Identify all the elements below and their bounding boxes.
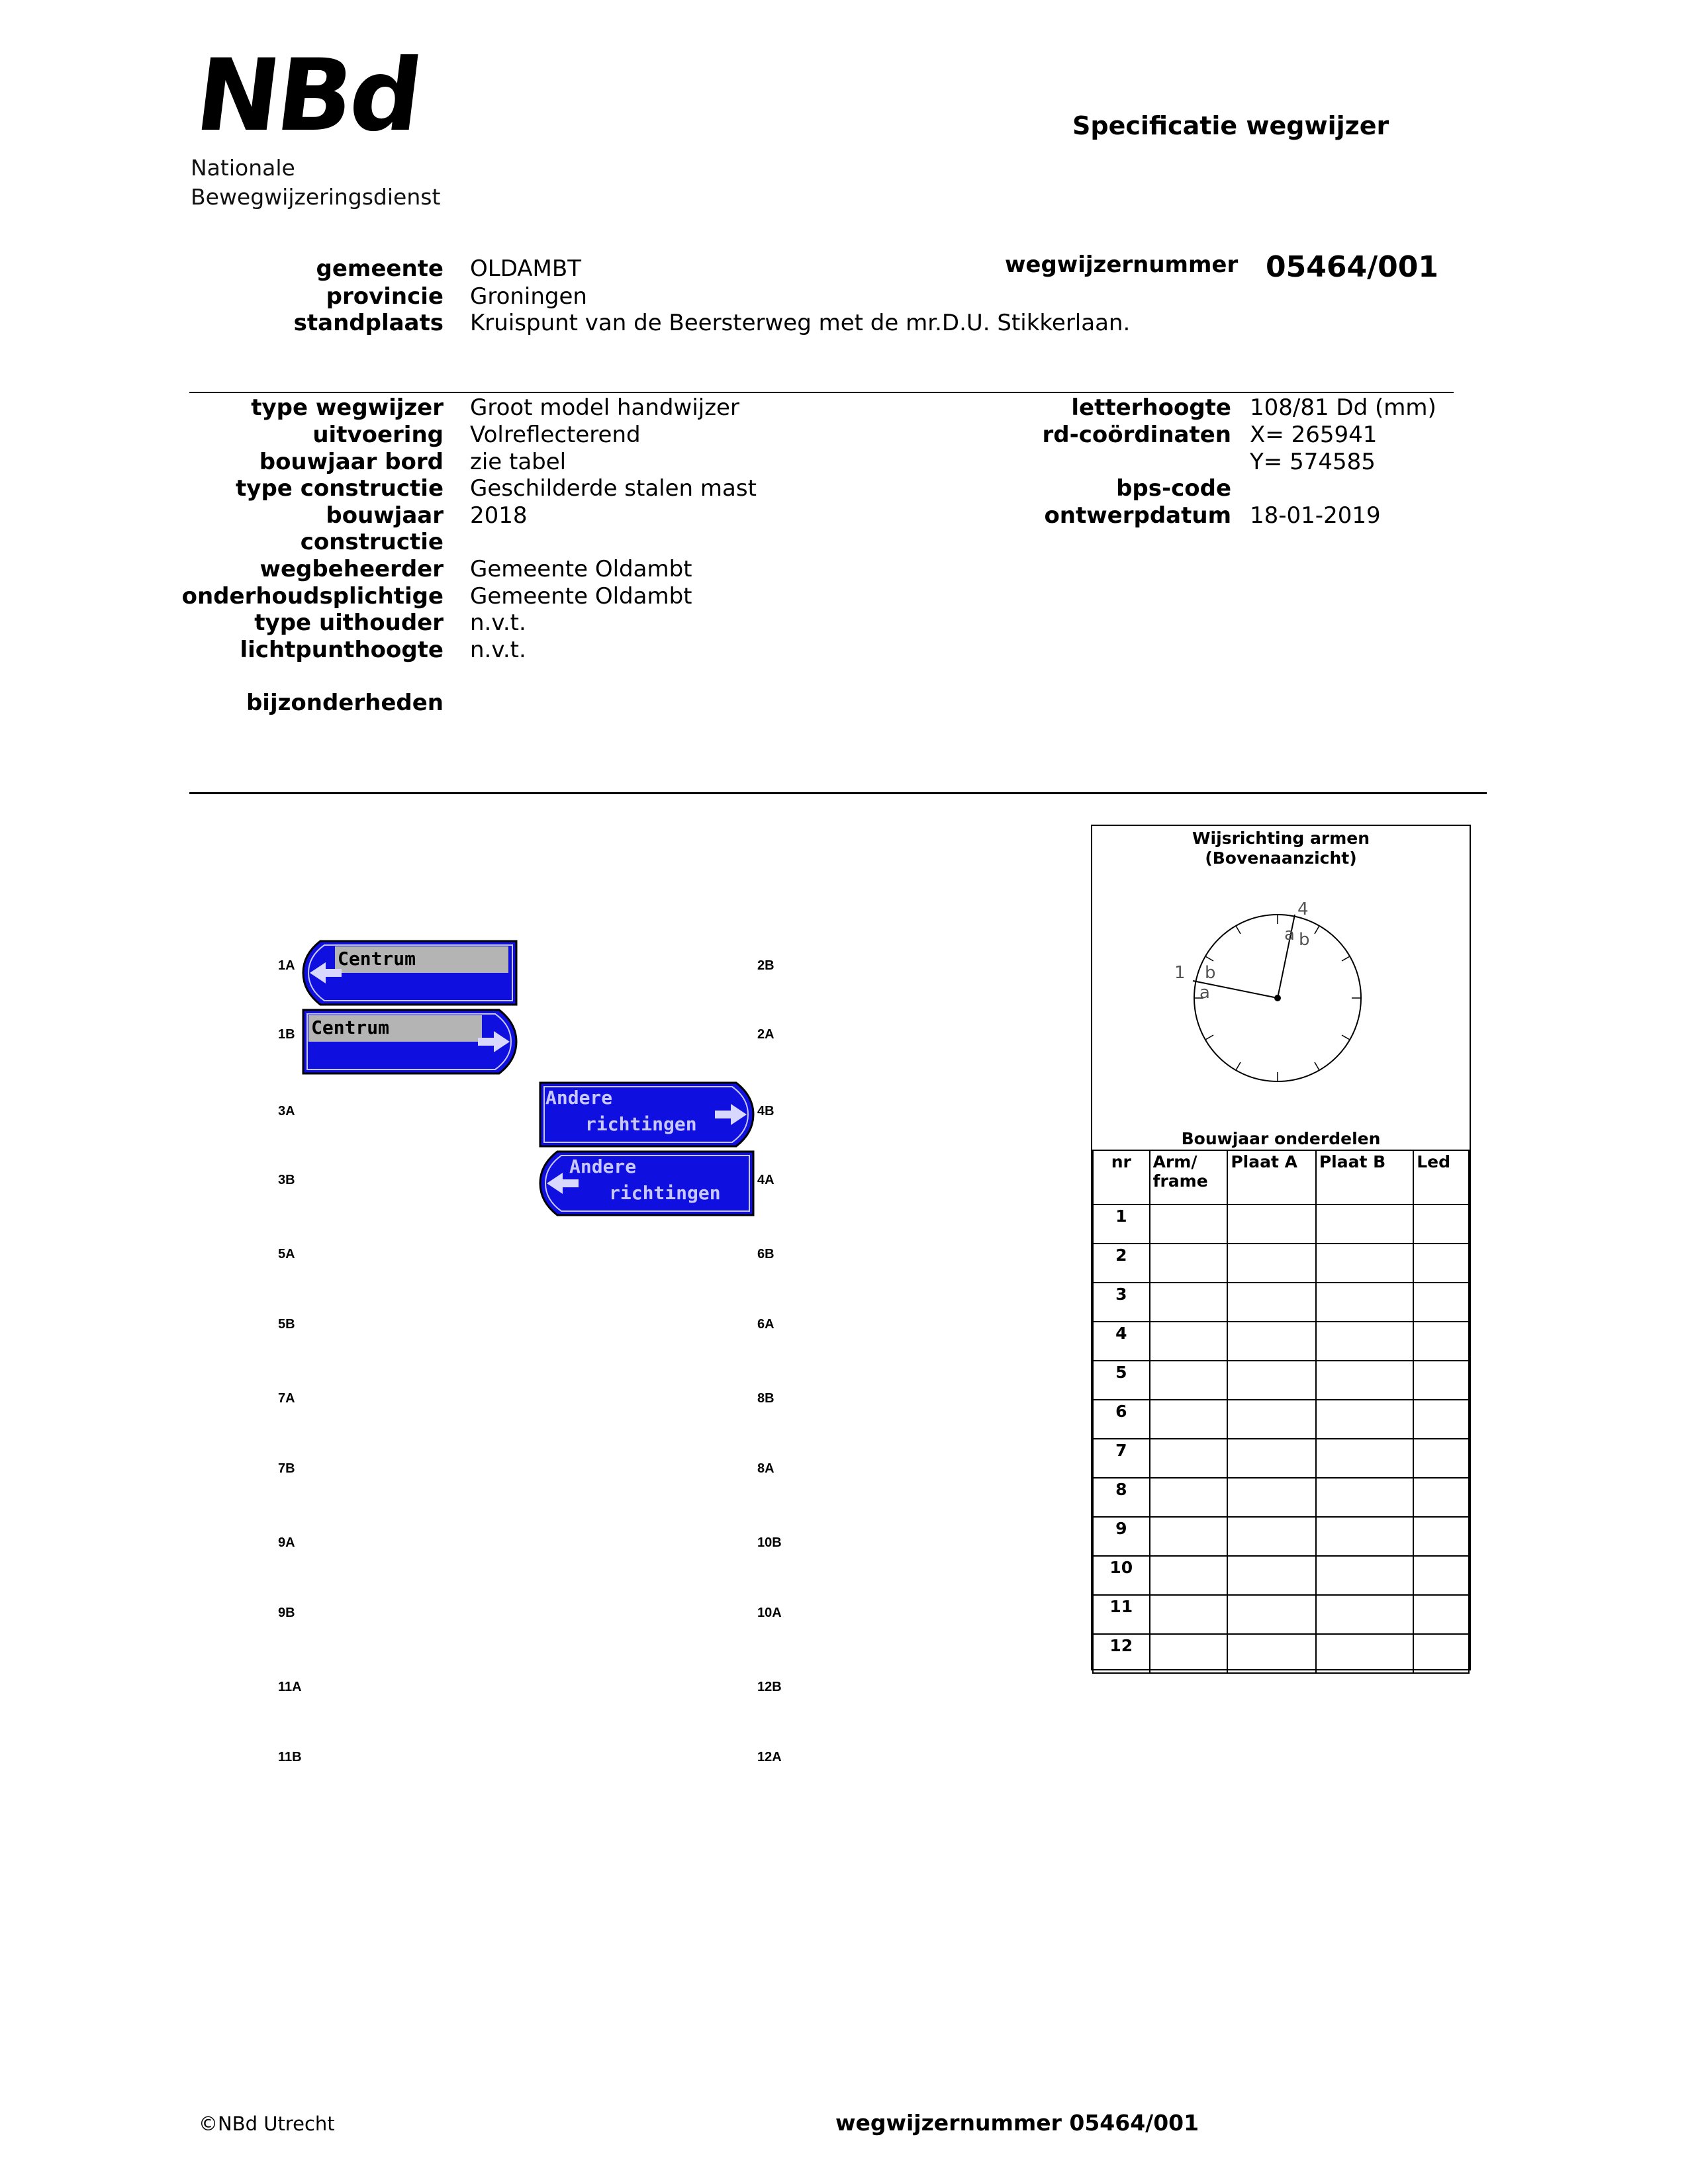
sign-4b-text-line-1: Andere xyxy=(545,1087,613,1109)
spec-value: Geschilderde stalen mast xyxy=(470,475,757,502)
panel-title: Wijsrichting armen xyxy=(1192,829,1370,848)
column-header: Led xyxy=(1413,1150,1469,1205)
sign-1a-text: Centrum xyxy=(338,948,416,970)
row-number: 2 xyxy=(1093,1244,1150,1283)
table-cell xyxy=(1413,1361,1469,1400)
table-row xyxy=(1093,1634,1469,1673)
table-cell xyxy=(1413,1634,1469,1673)
slot-label: 12A xyxy=(757,1750,782,1764)
compass-arm-1-a: a xyxy=(1199,983,1210,1003)
table-cell xyxy=(1150,1517,1228,1556)
row-number: 1 xyxy=(1093,1205,1150,1244)
table-cell xyxy=(1413,1517,1469,1556)
spec-label: bps-code xyxy=(1116,475,1231,502)
direction-panel xyxy=(1091,825,1471,1670)
spec-label: bijzonderheden xyxy=(246,690,444,716)
table-title: Bouwjaar onderdelen xyxy=(1181,1129,1381,1148)
slot-label: 9A xyxy=(278,1535,295,1550)
table-cell xyxy=(1227,1244,1316,1283)
table-row xyxy=(1093,1556,1469,1595)
slot-label: 1A xyxy=(278,958,295,973)
table-row xyxy=(1093,1244,1469,1283)
slot-label: 4A xyxy=(757,1173,774,1187)
nbd-logo xyxy=(189,38,469,212)
column-header: nr xyxy=(1093,1150,1150,1205)
table-cell xyxy=(1150,1595,1228,1634)
table-cell xyxy=(1316,1556,1413,1595)
spec-label: rd-coördinaten xyxy=(1042,422,1231,448)
table-cell xyxy=(1227,1556,1316,1595)
spec-value: Volreflecterend xyxy=(470,422,641,448)
table-row xyxy=(1093,1439,1469,1478)
slot-label: 9B xyxy=(278,1606,295,1620)
slot-label: 2B xyxy=(757,958,774,973)
slot-label: 10A xyxy=(757,1606,782,1620)
table-cell xyxy=(1150,1400,1228,1439)
table-cell xyxy=(1150,1634,1228,1673)
compass-tick xyxy=(1315,926,1319,934)
row-number: 3 xyxy=(1093,1283,1150,1322)
spec-label: uitvoering xyxy=(312,422,444,448)
compass-arm-4-a: a xyxy=(1284,925,1295,944)
row-number: 12 xyxy=(1093,1634,1150,1673)
sign-4a-andere-richtingen xyxy=(538,1150,756,1216)
divider-top xyxy=(189,392,1454,393)
compass-arm-1-label: 1 xyxy=(1174,963,1186,983)
standplaats-value: Kruispunt van de Beersterweg met de mr.D.U. Stikkerlaan. xyxy=(470,310,1131,336)
gemeente-value: OLDAMBT xyxy=(470,255,581,282)
sign-4b-text-line-2: richtingen xyxy=(585,1113,697,1135)
column-header: Arm/ frame xyxy=(1150,1150,1228,1205)
slot-label: 11B xyxy=(278,1750,302,1764)
spec-label: onderhoudsplichtige xyxy=(181,583,444,610)
row-number: 7 xyxy=(1093,1439,1150,1478)
table-cell xyxy=(1413,1244,1469,1283)
slot-label: 12B xyxy=(757,1680,782,1694)
table-cell xyxy=(1227,1517,1316,1556)
row-number: 9 xyxy=(1093,1517,1150,1556)
spec-label: type uithouder xyxy=(254,610,444,636)
table-cell xyxy=(1413,1556,1469,1595)
slot-label: 5A xyxy=(278,1247,295,1261)
spec-label: bouwjaar bord xyxy=(259,449,444,475)
slot-label: 8B xyxy=(757,1391,774,1406)
standplaats-label: standplaats xyxy=(293,310,444,336)
compass-arm-4-label: 4 xyxy=(1297,899,1309,919)
provincie-value: Groningen xyxy=(470,283,587,310)
compass-tick xyxy=(1205,1035,1213,1040)
table-cell xyxy=(1413,1400,1469,1439)
spec-value: X= 265941 xyxy=(1250,422,1378,448)
spec-label-continued: constructie xyxy=(300,529,444,555)
sign-1a-centrum xyxy=(301,940,519,1006)
document-title: Specificatie wegwijzer xyxy=(1072,111,1389,140)
compass-arm-1-b: b xyxy=(1205,963,1216,983)
table-cell xyxy=(1227,1205,1316,1244)
slot-label: 3B xyxy=(278,1173,295,1187)
provincie-label: provincie xyxy=(326,283,444,310)
panel-subtitle: (Bovenaanzicht) xyxy=(1205,848,1357,868)
spec-label: ontwerpdatum xyxy=(1044,502,1231,529)
slot-label: 7A xyxy=(278,1391,295,1406)
bouwjaar-table xyxy=(1092,1150,1470,1674)
sign-4b-andere-richtingen xyxy=(538,1081,756,1148)
slot-label: 8A xyxy=(757,1461,774,1476)
spec-label: wegbeheerder xyxy=(259,556,444,582)
spec-value-continued: Y= 574585 xyxy=(1250,449,1376,475)
slot-label: 3A xyxy=(278,1104,295,1118)
slot-label: 4B xyxy=(757,1104,774,1118)
sign-1b-centrum xyxy=(301,1009,519,1075)
spec-value: 108/81 Dd (mm) xyxy=(1250,394,1436,421)
table-row xyxy=(1093,1595,1469,1634)
table-cell xyxy=(1150,1361,1228,1400)
row-number: 4 xyxy=(1093,1322,1150,1361)
spec-value: 18-01-2019 xyxy=(1250,502,1381,529)
wegwijzernummer-value: 05464/001 xyxy=(1266,250,1438,284)
compass-tick xyxy=(1315,1062,1319,1070)
table-cell xyxy=(1316,1283,1413,1322)
table-cell xyxy=(1413,1205,1469,1244)
spec-label: bouwjaar xyxy=(326,502,444,529)
spec-value: n.v.t. xyxy=(470,637,526,663)
divider-bottom xyxy=(189,792,1487,794)
table-cell xyxy=(1150,1478,1228,1517)
table-cell xyxy=(1316,1478,1413,1517)
table-cell xyxy=(1227,1322,1316,1361)
spec-value: Gemeente Oldambt xyxy=(470,556,692,582)
spec-value: zie tabel xyxy=(470,449,567,475)
compass-tick xyxy=(1342,1035,1350,1040)
sign-4a-text-line-1: Andere xyxy=(569,1156,637,1177)
column-header: Plaat B xyxy=(1316,1150,1413,1205)
slot-label: 10B xyxy=(757,1535,782,1550)
table-cell xyxy=(1227,1361,1316,1400)
table-cell xyxy=(1316,1205,1413,1244)
gemeente-label: gemeente xyxy=(316,255,444,282)
table-row xyxy=(1093,1400,1469,1439)
column-header: Plaat A xyxy=(1227,1150,1316,1205)
table-cell xyxy=(1227,1283,1316,1322)
row-number: 8 xyxy=(1093,1478,1150,1517)
table-cell xyxy=(1150,1556,1228,1595)
table-cell xyxy=(1413,1439,1469,1478)
sign-4a-text-line-2: richtingen xyxy=(609,1182,721,1204)
table-header-row xyxy=(1093,1150,1469,1205)
compass-diagram xyxy=(1174,892,1377,1091)
row-number: 10 xyxy=(1093,1556,1150,1595)
wegwijzernummer-label: wegwijzernummer xyxy=(1005,251,1239,278)
table-cell xyxy=(1227,1595,1316,1634)
table-cell xyxy=(1413,1595,1469,1634)
compass-tick xyxy=(1236,1062,1241,1070)
table-cell xyxy=(1227,1634,1316,1673)
sign-1b-text: Centrum xyxy=(311,1017,390,1038)
table-cell xyxy=(1150,1439,1228,1478)
slot-label: 5B xyxy=(278,1317,295,1332)
table-cell xyxy=(1150,1244,1228,1283)
row-number: 6 xyxy=(1093,1400,1150,1439)
table-cell xyxy=(1316,1244,1413,1283)
table-cell xyxy=(1413,1322,1469,1361)
spec-label: type wegwijzer xyxy=(251,394,444,421)
table-cell xyxy=(1413,1478,1469,1517)
slot-label: 2A xyxy=(757,1027,774,1042)
slot-label: 11A xyxy=(278,1680,302,1694)
spec-value: 2018 xyxy=(470,502,528,529)
spec-value: n.v.t. xyxy=(470,610,526,636)
row-number: 11 xyxy=(1093,1595,1150,1634)
table-row xyxy=(1093,1478,1469,1517)
table-cell xyxy=(1150,1205,1228,1244)
slot-label: 6A xyxy=(757,1317,774,1332)
table-row xyxy=(1093,1361,1469,1400)
table-cell xyxy=(1316,1517,1413,1556)
table-cell xyxy=(1150,1322,1228,1361)
logo-line-2: Bewegwijzeringsdienst xyxy=(191,184,441,210)
spec-label: letterhoogte xyxy=(1071,394,1231,421)
row-number: 5 xyxy=(1093,1361,1150,1400)
slot-label: 6B xyxy=(757,1247,774,1261)
table-cell xyxy=(1316,1595,1413,1634)
table-cell xyxy=(1227,1478,1316,1517)
logo-mark: NBd xyxy=(189,38,426,154)
table-cell xyxy=(1227,1400,1316,1439)
logo-line-1: Nationale xyxy=(191,155,295,181)
compass-tick xyxy=(1205,956,1213,961)
table-cell xyxy=(1413,1283,1469,1322)
table-row xyxy=(1093,1283,1469,1322)
compass-arm-4-b: b xyxy=(1299,930,1310,950)
table-row xyxy=(1093,1517,1469,1556)
footer-copyright: ©NBd Utrecht xyxy=(199,2113,335,2135)
table-row xyxy=(1093,1205,1469,1244)
spec-value: Gemeente Oldambt xyxy=(470,583,692,610)
table-cell xyxy=(1316,1439,1413,1478)
table-cell xyxy=(1150,1283,1228,1322)
table-cell xyxy=(1316,1634,1413,1673)
table-cell xyxy=(1316,1361,1413,1400)
slot-label: 1B xyxy=(278,1027,295,1042)
footer-wegwijzernummer: wegwijzernummer 05464/001 xyxy=(835,2110,1199,2136)
spec-value: Groot model handwijzer xyxy=(470,394,739,421)
compass-tick xyxy=(1342,956,1350,961)
spec-label: type constructie xyxy=(236,475,444,502)
slot-label: 7B xyxy=(278,1461,295,1476)
table-cell xyxy=(1316,1400,1413,1439)
table-cell xyxy=(1227,1439,1316,1478)
table-row xyxy=(1093,1322,1469,1361)
table-cell xyxy=(1316,1322,1413,1361)
compass-tick xyxy=(1236,926,1241,934)
spec-label: lichtpunthoogte xyxy=(240,637,444,663)
